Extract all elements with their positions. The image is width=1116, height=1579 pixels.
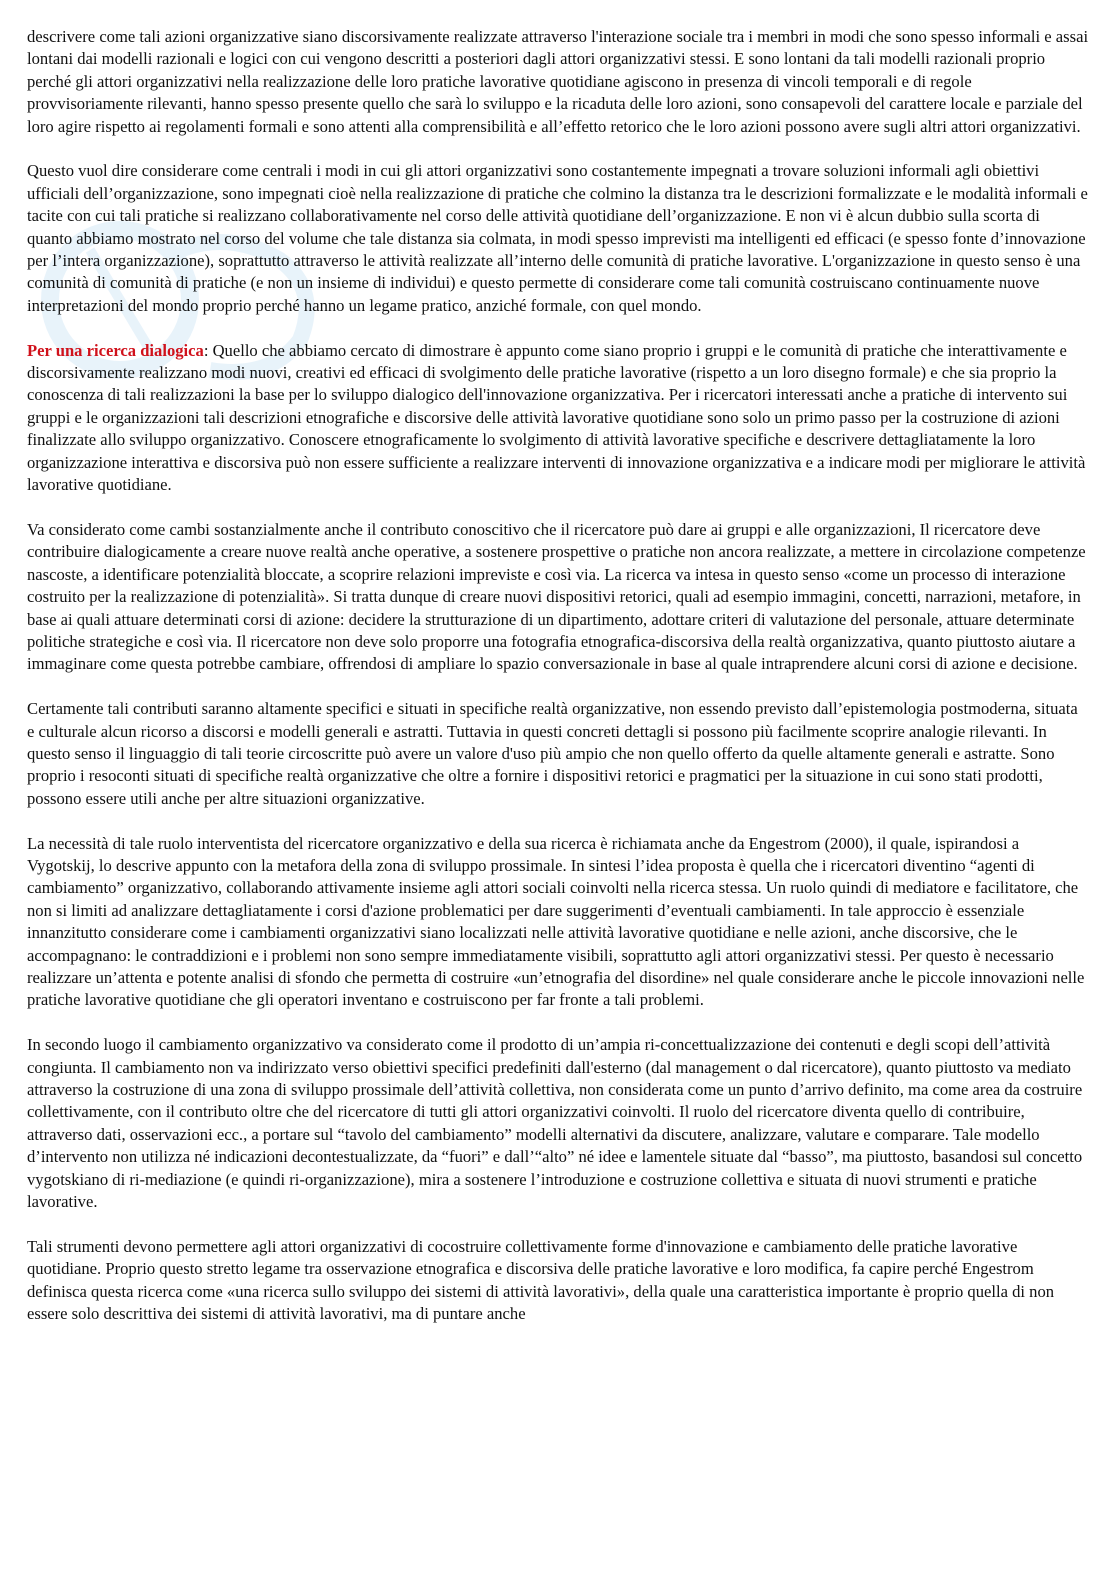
paragraph-8 xyxy=(27,1236,1089,1326)
paragraph-4-text: Va considerato come cambi sostanzialmente anche il contributo conoscitivo che il ricercatore può dare ai gruppi e alle organizzazioni, Il ricercatore deve contribuire dialogicamente a creare nuove realtà anche operative, a sostenere prospettive o pratiche non ancora realizzate, a mettere in circolazione competenze nascoste, a identificare potenzialità bloccate, a scoprire relazioni impreviste e così via. La ricerca va intesa in questo senso «come un processo di interazione costruito per la realizzazione di potenzialità». Si tratta dunque di creare nuovi dispositivi retorici, quali ad esempio immagini, concetti, narrazioni, metafore, in base ai quali attuare determinati corsi di azione: decidere la strutturazione di un dipartimento, adottare criteri di valutazione del personale, attuare determinate politiche strategiche e così via. Il ricercatore non deve solo proporre una fotografia etnografica-discorsiva della realtà organizzativa, quanto piuttosto aiutare a immaginare come questa potrebbe cambiare, offrendosi di ampliare lo spazio conversazionale in base al quale intraprendere alcuni corsi di azione e decisione. xyxy=(27,519,1086,674)
paragraph-1 xyxy=(27,26,1089,138)
paragraph-5-text: Certamente tali contributi saranno altamente specifici e situati in specifiche realtà organizzative, non essendo previsto dall’epistemologia postmoderna, situata e culturale alcun ricorso a discorsi e modelli generali e astratti. Tuttavia in questi concreti dettagli si possono più facilmente scoprire analogie rilevanti. In questo senso il linguaggio di tali teorie circoscritte può avere un valore d'uso più ampio che non quello offerto da quelle altamente generali e astratte. Sono proprio i resoconti situati di specifiche realtà organizzative che oltre a fornire i dispositivi retorici e pragmatici per la situazione in cui sono stati prodotti, possono essere utili anche per altre situazioni organizzative. xyxy=(27,699,1078,808)
paragraph-6-text: La necessità di tale ruolo interventista del ricercatore organizzativo e della sua ricerca è richiamata anche da Engestrom (2000), il quale, ispirandosi a Vygotskij, lo descrive appunto con la metafora della zona di sviluppo prossimale. In sintesi l’idea proposta è quella che i ricercatori diventino “agenti di cambiamento” organizzativo, collaborando attivamente insieme agli attori sociali coinvolti nella ricerca stessa. Un ruolo quindi di mediatore e facilitatore, che non si limiti ad analizzare dettagliatamente i corsi d'azione problematici per dare suggerimenti d’eventuali cambiamenti. In tale approccio è essenziale innanzitutto considerare come i cambiamenti organizzativi siano localizzati nelle attività lavorative quotidiane e nelle azioni, anche discorsive, che le accompagnano: le contraddizioni e i problemi non sono sempre immediatamente visibili, soprattutto agli attori organizzativi stessi. Per questo è necessario realizzare un’attenta e potente analisi di sfondo che permetta di costruire «un’etnografia del disordine» nel quale considerare anche le piccole innovazioni nelle pratiche lavorative quotidiane che gli operatori inventano e costruiscono per far fronte a tali problemi. xyxy=(27,833,1085,1010)
paragraph-7-text: In secondo luogo il cambiamento organizzativo va considerato come il prodotto di un’ampia ri-concettualizzazione dei contenuti e degli scopi dell’attività congiunta. Il cambiamento non va indirizzato verso obiettivi specifici predefiniti dall'esterno (dal management o dal ricercatore), quanto piuttosto va mediato attraverso la costruzione di una zona di sviluppo prossimale dell’attività collettiva, non considerata come un punto d’arrivo definito, ma come area da costruire collettivamente, con il contributo oltre che del ricercatore di tutti gli attori organizzativi coinvolti. Il ruolo del ricercatore diventa quello di contribuire, attraverso dati, osservazioni ecc., a portare sul “tavolo del cambiamento” modelli alternativi da discutere, analizzare, valutare e comparare. Tale modello d’intervento non utilizza né indicazioni decontestualizzate, da “fuori” e dall’“alto” né idee e lamentele situate dal “basso”, ma piuttosto, basandosi sul concetto vygotskiano di ri-mediazione (e quindi ri-organizzazione), mira a sostenere l’introduzione e costruzione collettiva e situata di nuovi strumenti e pratiche lavorative. xyxy=(27,1035,1083,1212)
paragraph-8-text: Tali strumenti devono permettere agli attori organizzativi di cocostruire collettivamente forme d'innovazione e cambiamento delle pratiche lavorative quotidiane. Proprio questo stretto legame tra osservazione etnografica e discorsiva delle pratiche lavorative e loro modifica, fa capire perché Engestrom definisca questa ricerca come «una ricerca sullo sviluppo dei sistemi di attività lavorativi», della quale una caratteristica importante è proprio quella di non essere solo descrittiva dei sistemi di attività lavorativi, ma di puntare anche xyxy=(27,1236,1055,1324)
paragraph-5 xyxy=(27,698,1089,810)
paragraph-3-text: : Quello che abbiamo cercato di dimostrare è appunto come siano proprio i gruppi e le comunità di pratiche che interattivamente e discorsivamente realizzano modi nuovi, creativi ed efficaci di svolgimento delle pratiche lavorative (rispetto a un loro disegno formale) e che sia proprio la conoscenza di tali realizzazioni la base per lo sviluppo dialogico dell'innovazione organizzativa. Per i ricercatori interessati anche a pratiche di intervento sui gruppi e le organizzazioni tali descrizioni etnografiche e discorsive delle attività lavorative quotidiane sono solo un primo passo per la costruzione di azioni finalizzate allo sviluppo organizzativo. Conoscere etnograficamente lo svolgimento di attività lavorative specifiche e descrivere dettagliatamente la loro organizzazione interattiva e discorsiva può non essere sufficiente a realizzare interventi di innovazione organizzativa e a indicare modi per migliorare le attività lavorative quotidiane. xyxy=(27,340,1086,495)
paragraph-2-text: Questo vuol dire considerare come centrali i modi in cui gli attori organizzativi sono costantemente impegnati a trovare soluzioni informali agli obiettivi ufficiali dell’organizzazione, sono impegnati cioè nella realizzazione di pratiche che colmino la distanza tra le descrizioni formalizzate e le modalità informali e tacite con cui tali pratiche si realizzano collaborativamente nel corso delle attività quotidiane dell’organizzazione. E non vi è alcun dubbio sulla scorta di quanto abbiamo mostrato nel corso del volume che tale distanza sia colmata, in modi spesso imprevisti ma intelligenti ed efficaci (e spesso fonte d’innovazione per l’intera organizzazione), soprattutto attraverso le attività realizzate all’interno delle comunità di pratiche lavorative. L'organizzazione in questo senso è una comunità di comunità di pratiche (e non un insieme di individui) e questo permette di considerare come tali comunità costruiscano continuamente nuove interpretazioni del mondo proprio perché hanno un legame pratico, anziché formale, con quel mondo. xyxy=(27,161,1088,315)
paragraph-3 xyxy=(27,340,1089,497)
paragraph-4 xyxy=(27,519,1089,676)
paragraph-7 xyxy=(27,1034,1089,1213)
section-heading-dialogic-research: Per una ricerca dialogica xyxy=(27,340,204,360)
paragraph-2 xyxy=(27,160,1089,317)
paragraph-6 xyxy=(27,833,1089,1012)
document-body xyxy=(27,26,1089,1348)
paragraph-1-text: descrivere come tali azioni organizzative siano discorsivamente realizzate attraverso l'interazione sociale tra i membri in modi che sono spesso informali e assai lontani dai modelli razionali e logici con cui vengono descritti a posteriori dagli attori organizzativi stessi. E sono lontani da tali modelli razionali proprio perché gli attori organizzativi nella realizzazione delle loro pratiche lavorative quotidiane agiscono in presenza di vincoli temporali e di regole provvisoriamente rilevanti, hanno spesso presente quello che sarà lo sviluppo e la ricaduta delle loro azioni, sono consapevoli del carattere locale e parziale del loro agire rispetto ai regolamenti formali e sono attenti alla comprensibilità e all’effetto retorico che le loro azioni possono avere sugli altri attori organizzativi. xyxy=(27,27,1089,136)
